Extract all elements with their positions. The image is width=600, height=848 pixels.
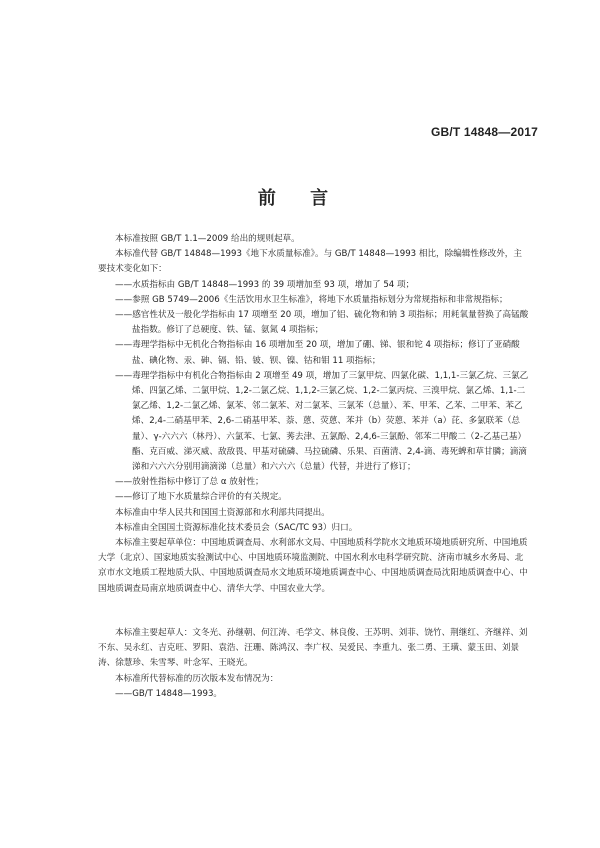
list-item: ——修订了地下水质量综合评价的有关规定。 bbox=[115, 492, 287, 503]
paragraph: 本标准代替 GB/T 14848—1993《地下水质量标准》。与 GB/T 14848—1993 相比，除编辑性修改外，主要技术变化如下： bbox=[98, 249, 522, 275]
foreword-body bbox=[98, 232, 530, 702]
standard-code: GB/T 14848—2017 bbox=[430, 125, 538, 139]
paragraph: 本标准所代替标准的历次版本发布情况为： bbox=[115, 673, 279, 684]
list-item: ——GB/T 14848—1993。 bbox=[115, 688, 223, 699]
paragraph: 本标准由中华人民共和国国土资源部和水利部共同提出。 bbox=[115, 507, 330, 518]
paragraph-gap bbox=[98, 605, 530, 617]
list-item: ——放射性指标中修订了总 α 放射性； bbox=[115, 477, 264, 488]
list-item: ——感官性状及一般化学指标由 17 项增至 20 项，增加了铝、硫化物和钠 3 项指标；用耗氧量替换了高锰酸盐指数。修订了总硬度、铁、锰、氨氮 4 项指标； bbox=[115, 310, 529, 336]
list-item: ——毒理学指标中无机化合物指标由 16 项增加至 20 项，增加了硼、锑、银和铊 4 项指标；修订了亚硝酸盐、碘化物、汞、砷、镉、铅、铍、钡、镍、钴和钼 11 项指标； bbox=[115, 340, 520, 366]
list-item: ——参照 GB 5749—2006《生活饮用水卫生标准》，将地下水质量指标划分为常规指标和非常规指标； bbox=[115, 294, 508, 305]
list-item: ——毒理学指标中有机化合物指标由 2 项增至 49 项，增加了三氯甲烷、四氯化碳、1,1,1-三氯乙烷、三氯乙烯、四氯乙烯、二氯甲烷、1,2-二氯乙烷、1,1,2-三氯乙烷、1,2-二氯丙烷、三溴甲烷、氯乙烯、1,1-二氯乙烯、1,2-二氯乙烯、氯苯、邻二氯苯、对二氯苯、三氯苯（总量）、苯、甲苯、乙苯、二甲苯、苯乙烯、2,4-二硝基甲苯、2,6-二硝基甲苯、萘、蒽、荧蒽、苯并（b）荧蒽、苯并（a）芘、多氯联苯（总量）、γ-六六六（林丹）、六氯苯、七氯、莠去津、五氯酚、2,4,6-三氯酚、邻苯二甲酸二（2-乙基己基）酯、克百威、涕灭威、敌敌畏、甲基对硫磷、马拉硫磷、乐果、百菌清、2,4-滴、毒死蜱和草甘膦；滴滴涕和六六六分别用滴滴涕（总量）和六六六（总量）代替，并进行了修订； bbox=[115, 370, 529, 473]
list-item: ——水质指标由 GB/T 14848—1993 的 39 项增加至 93 项，增加了 54 项； bbox=[115, 279, 415, 290]
paragraph: 本标准主要起草单位：中国地质调查局、水利部水文局、中国地质科学院水文地质环境地质研究所、中国地质大学（北京）、国家地质实验测试中心、中国地质环境监测院、中国水利水电科学研究院、济南市城乡水务局、北京市水文地质工程地质大队、中国地质调查局水文地质环境地质调查中心、中国地质调查局沈阳地质调查中心、中国地质调查局南京地质调查中心、清华大学、中国农业大学。 bbox=[98, 538, 528, 594]
page-title: 前 言 bbox=[257, 188, 343, 209]
paragraph: 本标准由全国国土资源标准化技术委员会（SAC/TC 93）归口。 bbox=[115, 522, 358, 533]
paragraph: 本标准按照 GB/T 1.1—2009 给出的规则起草。 bbox=[115, 234, 300, 244]
paragraph: 本标准主要起草人：文冬光、孙继朝、何江涛、毛学文、林良俊、王苏明、刘菲、饶竹、荆继红、齐继祥、刘不东、吴永红、吉克旺、罗阳、袁浩、汪珊、陈鸿汉、李广权、吴爱民、李重九、张二勇、王璜、蒙玉田、刘景涛、徐慧珍、朱雪琴、叶念军、王晓光。 bbox=[98, 628, 528, 669]
